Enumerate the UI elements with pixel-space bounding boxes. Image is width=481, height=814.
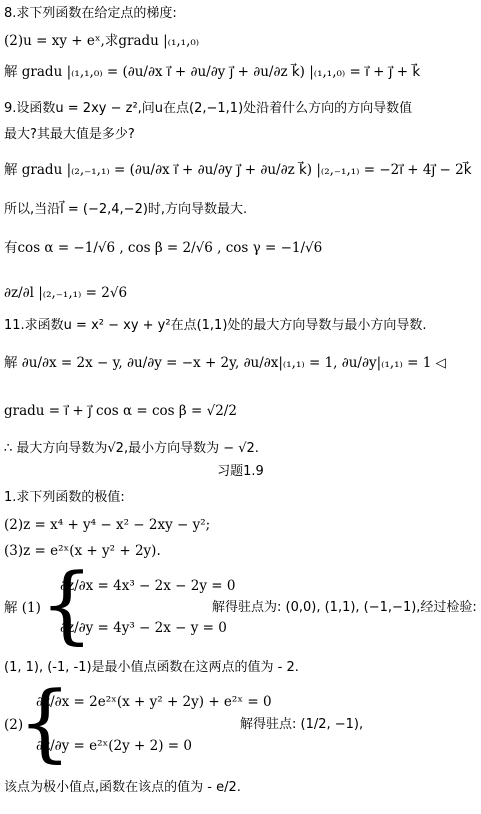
problem-9-max-value: ∂z/∂l |₍₂,₋₁,₁₎ = 2√6 bbox=[4, 285, 128, 301]
solution-2-conclusion: 该点为极小值点,函数在该点的值为 - e/2. bbox=[4, 780, 241, 795]
problem-9-cosines: 有cos α = −1/√6 , cos β = 2/√6 , cos γ = −1/√6 bbox=[4, 240, 323, 256]
exercise-1-part-2: (2)z = x⁴ + y⁴ − x² − 2xy − y²; bbox=[4, 517, 211, 533]
system-2-eq2: ∂z/∂y = e²ˣ(2y + 2) = 0 bbox=[36, 738, 192, 754]
solution-2-label: (2) bbox=[4, 717, 24, 733]
system-1-eq2: ∂z/∂y = 4y³ − 2x − y = 0 bbox=[60, 620, 227, 636]
problem-9-direction: 所以,当沿l⃗ = (−2,4,−2)时,方向导数最大. bbox=[4, 202, 248, 217]
problem-11-statement: 11.求函数u = x² − xy + y²在点(1,1)处的最大方向导数与最小方向导数. bbox=[4, 318, 427, 333]
solution-1-conclusion: (1, 1), (-1, -1)是最小值点函数在这两点的值为 - 2. bbox=[4, 660, 299, 675]
section-heading: 习题1.9 bbox=[217, 464, 264, 479]
solution-1-label: 解 (1) bbox=[4, 600, 41, 616]
problem-9-statement: 9.设函数u = 2xy − z²,问u在点(2,−1,1)处沿着什么方向的方向导数值 bbox=[4, 101, 413, 116]
system-2-eq1: ∂z/∂x = 2e²ˣ(x + y² + 2y) + e²ˣ = 0 bbox=[36, 694, 272, 710]
problem-8-heading: 8.求下列函数在给定点的梯度: bbox=[4, 6, 177, 21]
system-1-eq1: ∂z/∂x = 4x³ − 2x − 2y = 0 bbox=[60, 578, 236, 594]
stationary-points-1: 解得驻点为: (0,0), (1,1), (−1,−1),经过检验: bbox=[212, 600, 477, 615]
system-brace-1: { bbox=[40, 555, 94, 653]
problem-11-gradient: gradu = i⃗ + j⃗ cos α = cos β = √2/2 bbox=[4, 403, 237, 419]
exercise-1-heading: 1.求下列函数的极值: bbox=[4, 490, 125, 505]
problem-8-solution: 解 gradu |₍₁,₁,₀₎ = (∂u/∂x i⃗ + ∂u/∂y j⃗ + ∂u/∂z k⃗) |₍₁,₁,₀₎ = i⃗ + j⃗ + k⃗ bbox=[4, 64, 421, 80]
problem-11-conclusion: ∴ 最大方向导数为√2,最小方向导数为 − √2. bbox=[4, 441, 259, 456]
problem-9-gradient: 解 gradu |₍₂,₋₁,₁₎ = (∂u/∂x i⃗ + ∂u/∂y j⃗ + ∂u/∂z k⃗) |₍₂,₋₁,₁₎ = −2i⃗ + 4j⃗ − 2k⃗ bbox=[4, 162, 472, 178]
exercise-1-part-3: (3)z = e²ˣ(x + y² + 2y). bbox=[4, 543, 161, 559]
problem-11-partials: 解 ∂u/∂x = 2x − y, ∂u/∂y = −x + 2y, ∂u/∂x|₍₁,₁₎ = 1, ∂u/∂y|₍₁,₁₎ = 1 ◁ bbox=[4, 355, 447, 371]
problem-8-function: (2)u = xy + eˣ,求gradu |₍₁,₁,₀₎ bbox=[4, 33, 200, 49]
system-brace-2: { bbox=[18, 673, 72, 771]
problem-9-statement-cont: 最大?其最大值是多少? bbox=[4, 127, 135, 142]
stationary-point-2: 解得驻点: (1/2, −1), bbox=[240, 717, 364, 732]
